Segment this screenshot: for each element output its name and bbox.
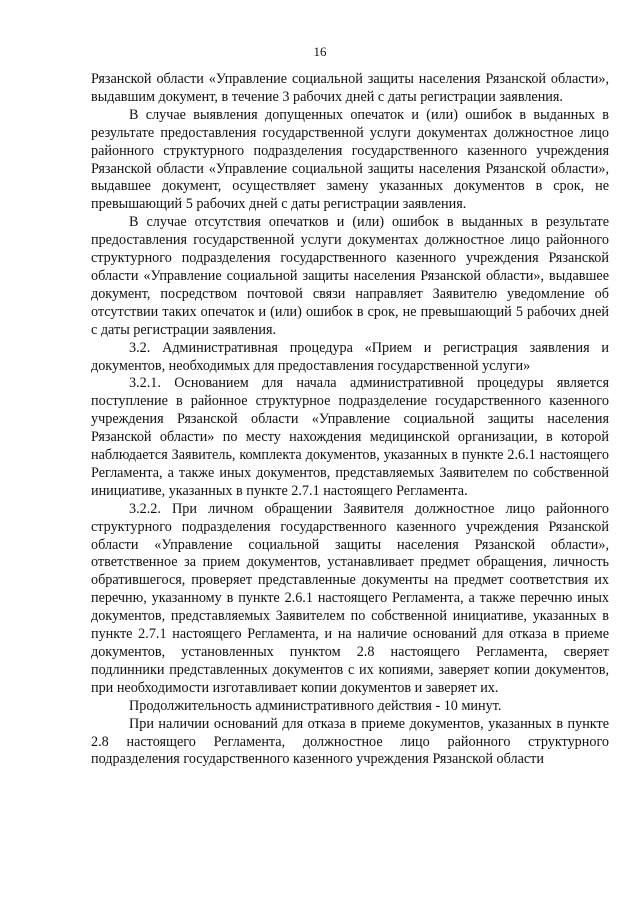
page-number: 16 xyxy=(313,44,327,59)
paragraph-refusal-grounds: При наличии оснований для отказа в приеме документов, указанных в пункте 2.8 настоящего Регламента, должностное лицо районного структурного подразделения государственного казенного учреждения Рязанской области xyxy=(91,715,609,768)
paragraph-continuation: Рязанской области «Управление социальной защиты населения Рязанской области», выдавшим документ, в течение 3 рабочих дней с даты регистрации заявления. xyxy=(91,71,609,105)
document-body xyxy=(91,71,609,769)
paragraph-duration: Продолжительность административного действия - 10 минут. xyxy=(129,697,502,714)
paragraph-typo-replacement: В случае выявления допущенных опечаток и (или) ошибок в выданных в результате предоставления государственной услуги документах должностное лицо районного структурного подразделения государственного казенного учреждения Рязанской области «Управление социальной защиты населения Рязанской области», выдавшее документ, осуществляет замену указанных документов в срок, не превышающий 5 рабочих дней с даты регистрации заявления. xyxy=(91,106,609,213)
paragraph-3-2-2: 3.2.2. При личном обращении Заявителя должностное лицо районного структурного подразделения государственного казенного учреждения Рязанской области «Управление социальной защиты населения Рязанской области», ответственное за прием документов, устанавливает предмет обращения, личность обратившегося, проверяет представленные документы на предмет соответствия их перечню, указанному в пункте 2.6.1 настоящего Регламента, а также перечню иных документов, представляемых Заявителем по собственной инициативе, указанных в пункте 2.7.1 настоящего Регламента, и на наличие оснований для отказа в приеме документов, установленных пунктом 2.8 настоящего Регламента, сверяет подлинники представленных документов с их копиями, заверяет копии документов, при необходимости изготавливает копии документов и заверяет их. xyxy=(91,500,609,696)
paragraph-no-typos-notice: В случае отсутствия опечатков и (или) ошибок в выданных в результате предоставления государственной услуги документах должностное лицо районного структурного подразделения государственного казенного учреждения Рязанской области «Управление социальной защиты населения Рязанской области», выдавшее документ, посредством почтовой связи направляет Заявителю уведомление об отсутствии таких опечаток и (или) ошибок в срок, не превышающий 5 рабочих дней с даты регистрации заявления. xyxy=(91,214,609,338)
section-heading-3-2: 3.2. Административная процедура «Прием и регистрация заявления и документов, необходимых для предоставления государственной услуги» xyxy=(91,339,609,374)
paragraph-3-2-1: 3.2.1. Основанием для начала административной процедуры является поступление в районное структурное подразделение государственного казенного учреждения Рязанской области «Управление социальной защиты населения Рязанской области» по месту нахождения медицинской организации, в которой наблюдается Заявитель, комплекта документов, указанных в пункте 2.6.1 настоящего Регламента, а также иных документов, представляемых Заявителем по собственной инициативе, указанных в пункте 2.7.1 настоящего Регламента. xyxy=(91,375,609,499)
